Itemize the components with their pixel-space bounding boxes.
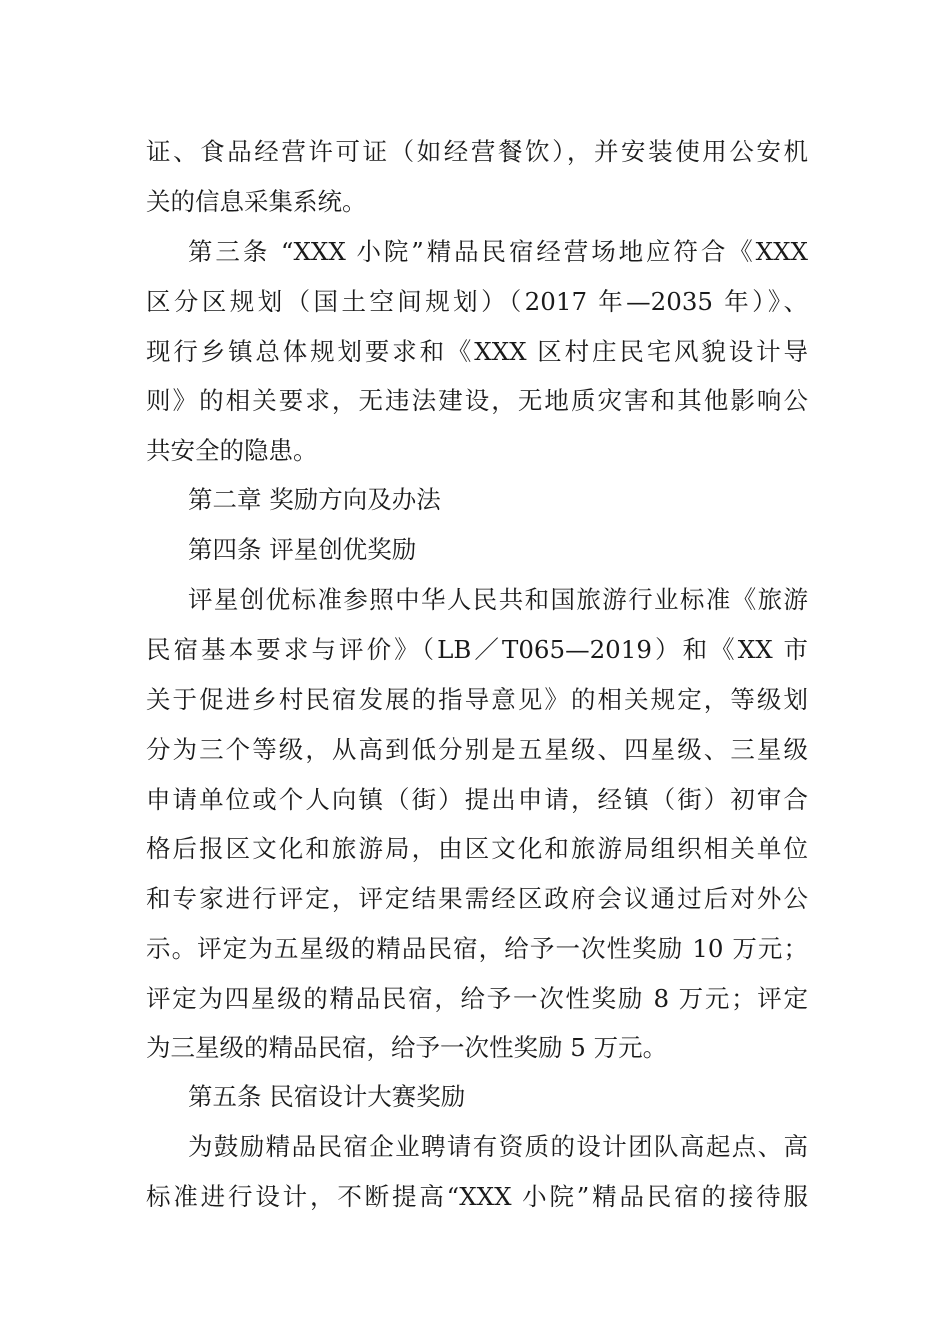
text-line-11: 民宿基本要求与评价》（LB／T065—2019）和《XX 市 xyxy=(146,635,808,664)
text-line-7: 共安全的隐患。 xyxy=(146,436,318,465)
article-5-heading: 第五条 民宿设计大赛奖励 xyxy=(188,1082,466,1111)
text-line-1: 证、食品经营许可证（如经营餐饮），并安装使用公安机 xyxy=(146,137,808,166)
text-line-17: 示。评定为五星级的精品民宿，给予一次性奖励 10 万元； xyxy=(146,934,808,963)
text-line-18: 评定为四星级的精品民宿，给予一次性奖励 8 万元；评定 xyxy=(146,984,808,1013)
text-line-19: 为三星级的精品民宿，给予一次性奖励 5 万元。 xyxy=(146,1033,668,1062)
text-line-13: 分为三个等级，从高到低分别是五星级、四星级、三星级 xyxy=(146,735,808,764)
text-line-15: 格后报区文化和旅游局，由区文化和旅游局组织相关单位 xyxy=(146,834,808,863)
article-3-heading-line: 第三条 “XXX 小院”精品民宿经营场地应符合《XXX xyxy=(188,237,808,266)
text-line-16: 和专家进行评定，评定结果需经区政府会议通过后对外公 xyxy=(146,884,808,913)
text-line-14: 申请单位或个人向镇（街）提出申请，经镇（街）初审合 xyxy=(146,785,808,814)
text-line-5: 现行乡镇总体规划要求和《XXX 区村庄民宅风貌设计导 xyxy=(146,337,808,366)
text-line-2: 关的信息采集系统。 xyxy=(146,187,367,216)
chapter-2-heading: 第二章 奖励方向及办法 xyxy=(188,485,441,514)
text-line-22: 标准进行设计，不断提高“XXX 小院”精品民宿的接待服 xyxy=(146,1182,808,1211)
text-line-6: 则》的相关要求，无违法建设，无地质灾害和其他影响公 xyxy=(146,386,808,415)
text-line-12: 关于促进乡村民宿发展的指导意见》的相关规定，等级划 xyxy=(146,685,808,714)
text-line-10: 评星创优标准参照中华人民共和国旅游行业标准《旅游 xyxy=(188,585,808,614)
article-4-heading: 第四条 评星创优奖励 xyxy=(188,535,417,564)
text-line-21: 为鼓励精品民宿企业聘请有资质的设计团队高起点、高 xyxy=(188,1132,808,1161)
text-line-4: 区分区规划（国土空间规划）（2017 年—2035 年）》、 xyxy=(146,287,808,316)
